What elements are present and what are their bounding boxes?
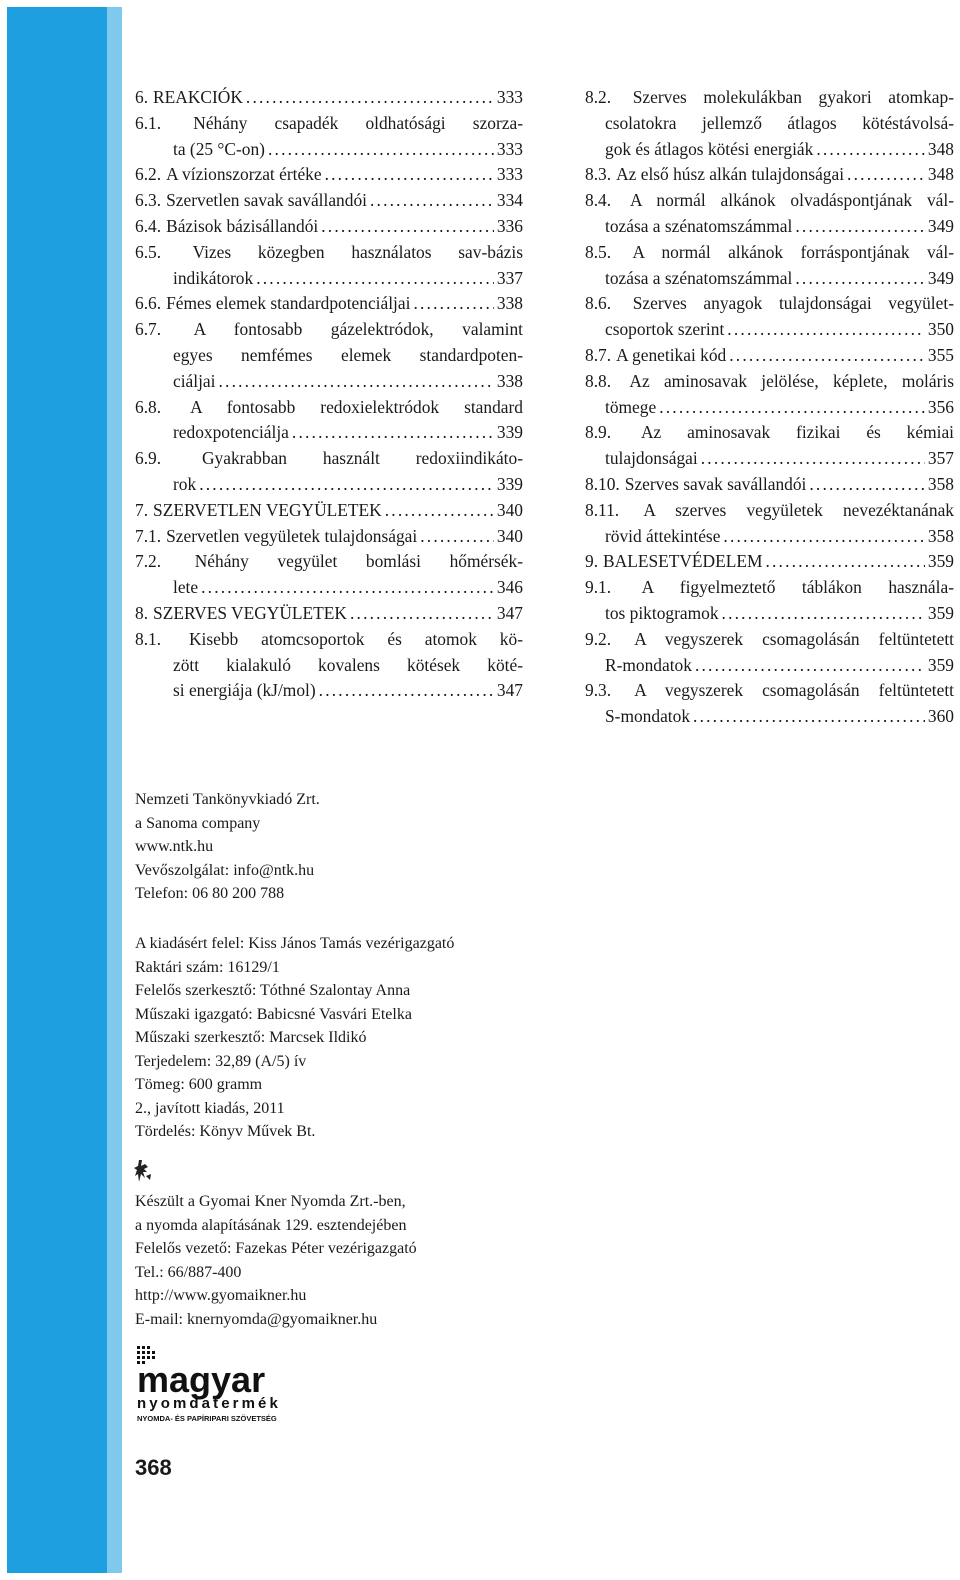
toc-entry[interactable]: [585, 498, 954, 550]
toc-page: 357: [927, 448, 954, 469]
toc-entry-line: [135, 472, 523, 498]
toc-title-line: indikátorok: [173, 267, 254, 288]
toc-entry-line: [585, 395, 954, 421]
toc-entry[interactable]: [135, 240, 523, 292]
toc-page: 356: [927, 396, 954, 417]
toc-entry-line: [585, 446, 954, 472]
toc-page: 333: [496, 87, 523, 107]
toc-entry[interactable]: [585, 369, 954, 421]
toc-title-line: Néhány vegyület bomlási hőmérsék-: [194, 551, 523, 572]
toc-page: 359: [927, 551, 954, 572]
toc-entry[interactable]: [585, 678, 954, 730]
toc-page: 337: [496, 267, 523, 288]
toc-page: 358: [927, 473, 954, 494]
toc-title: Szervetlen savak savállandói: [166, 190, 367, 211]
toc-page: 350: [927, 319, 954, 340]
svg-text:NYOMDA- ÉS PAPÍRIPARI SZÖVETSÉ: NYOMDA- ÉS PAPÍRIPARI SZÖVETSÉG: [137, 1414, 277, 1423]
toc-number: 6.3.: [135, 190, 162, 211]
toc-title-line: Az aminosavak jelölése, képlete, moláris: [629, 370, 954, 391]
toc-page: 339: [496, 473, 523, 494]
toc-page: 349: [927, 267, 954, 288]
toc-entry[interactable]: [135, 395, 523, 447]
toc-leader-dots: [319, 678, 494, 704]
toc-number: 8.3.: [585, 164, 612, 185]
toc-title: Bázisok bázisállandói: [166, 215, 319, 236]
toc-title-line: Néhány csapadék oldhatósági szorza-: [193, 112, 523, 133]
toc-title-line: A normál alkánok forráspontjának vál-: [632, 241, 954, 262]
toc-title-line: Szerves anyagok tulajdonságai vegyület-: [632, 293, 954, 314]
toc-entry[interactable]: [135, 214, 523, 240]
svg-text:magyar: magyar: [137, 1359, 266, 1400]
credits-line: Tördelés: Könyv Művek Bt.: [135, 1123, 316, 1140]
toc-number: 8.1.: [135, 628, 162, 649]
toc-title-line: S-mondatok: [605, 706, 691, 727]
toc-number: 7.: [135, 499, 149, 520]
publisher-line: Telefon: 06 80 200 788: [135, 885, 285, 902]
toc-number: 6.9.: [135, 448, 162, 469]
toc-entry-line: [135, 653, 523, 679]
toc-page: 334: [496, 190, 523, 211]
toc-entry-line: [585, 317, 954, 343]
toc-page: 340: [496, 499, 523, 520]
toc-entry[interactable]: [135, 549, 523, 601]
toc-leader-dots: [729, 343, 925, 369]
printer-line: Felelős vezető: Fazekas Péter vezérigazgató: [135, 1240, 417, 1257]
toc-page: 338: [496, 293, 523, 314]
toc-leader-dots: [256, 266, 494, 292]
toc-title-line: redoxpotenciálja: [173, 422, 289, 443]
toc-leader-dots: [765, 549, 924, 575]
toc-leader-dots: [727, 317, 925, 343]
toc-entry[interactable]: [585, 188, 954, 240]
toc-number: 6.: [135, 87, 149, 107]
toc-entry-line: [585, 137, 954, 163]
credits-line: 2., javított kiadás, 2011: [135, 1099, 285, 1117]
svg-text:nyomdatermék: nyomdatermék: [137, 1395, 281, 1412]
credits-info: [135, 932, 454, 1144]
toc-entry[interactable]: [585, 627, 954, 679]
toc-entry-line: [135, 111, 523, 137]
toc-entry-line: [585, 85, 954, 111]
toc-title-line: Vizes közegben használatos sav-bázis: [192, 241, 523, 262]
toc-entry[interactable]: [585, 291, 954, 343]
toc-title-line: A vegyszerek csomagolásán feltüntetett: [634, 680, 954, 701]
toc-title-line: egyes nemfémes elemek standardpoten-: [173, 344, 523, 365]
credits-line: Raktári szám: 16129/1: [135, 958, 280, 976]
toc-number: 8.11.: [585, 499, 620, 520]
toc-title-line: ciáljai: [173, 370, 216, 391]
toc-entry[interactable]: [585, 343, 954, 369]
toc-title: REAKCIÓK: [153, 87, 243, 107]
toc-title-line: rok: [173, 473, 197, 494]
toc-number: 8.4.: [585, 190, 612, 211]
toc-page: 349: [927, 215, 954, 236]
toc-number: 8.10.: [585, 473, 620, 494]
credits-line: Műszaki szerkesztő: Marcsek Ildikó: [135, 1029, 367, 1046]
toc-leader-dots: [292, 420, 494, 446]
toc-title-line: ta (25 °C-on): [173, 138, 265, 159]
toc-number: 6.5.: [135, 241, 162, 262]
side-color-bar: [7, 7, 122, 1573]
toc-number: 8.9.: [585, 422, 612, 443]
magyar-nyomdatermek-logo: [135, 1344, 295, 1424]
toc-leader-dots: [795, 214, 925, 240]
publisher-line: Vevőszolgálat: info@ntk.hu: [135, 861, 315, 879]
credits-line: Tömeg: 600 gramm: [135, 1076, 263, 1093]
toc-entry[interactable]: [585, 240, 954, 292]
toc-entry[interactable]: [135, 291, 523, 317]
toc-leader-dots: [199, 472, 494, 498]
toc-number: 7.2.: [135, 551, 162, 572]
toc-leader-dots: [693, 704, 925, 730]
publisher-line: Nemzeti Tankönyvkiadó Zrt.: [135, 791, 320, 808]
printer-line: http://www.gyomaikner.hu: [135, 1287, 307, 1304]
toc-title-line: A figyelmeztető táblákon használa-: [641, 577, 954, 598]
toc-title: SZERVETLEN VEGYÜLETEK: [153, 499, 382, 520]
toc-page: 359: [927, 602, 954, 623]
toc-number: 9.1.: [585, 577, 612, 598]
toc-entry-line: [585, 369, 954, 395]
toc-entry-line: [585, 111, 954, 137]
toc-entry-line: [585, 291, 954, 317]
toc-number: 9.: [585, 551, 599, 572]
toc-leader-dots: [321, 214, 494, 240]
toc-page: 347: [496, 680, 523, 701]
toc-entry-line: [585, 240, 954, 266]
toc-leader-dots: [420, 524, 494, 550]
toc-entry-line: [585, 498, 954, 524]
toc-page: 359: [927, 654, 954, 675]
toc-leader-dots: [413, 291, 493, 317]
toc-leader-dots: [795, 266, 925, 292]
toc-title-line: A fontosabb redoxielektródok standard: [190, 396, 523, 417]
toc-entry[interactable]: [135, 85, 523, 111]
toc-entry[interactable]: [585, 162, 954, 188]
toc-title-line: R-mondatok: [605, 654, 692, 675]
toc-entry-line: [135, 678, 523, 704]
toc-entry-line: [585, 188, 954, 214]
toc-page: 358: [927, 525, 954, 546]
toc-title: A vízionszorzat értéke: [166, 164, 322, 185]
toc-entry[interactable]: [585, 549, 954, 575]
toc-entry[interactable]: [135, 601, 523, 627]
toc-entry-line: [135, 266, 523, 292]
toc-entry-line: [135, 549, 523, 575]
toc-title-line: csolatokra jellemző átlagos kötéstávolsá-: [605, 112, 954, 133]
toc-title-line: A fontosabb gázelektródok, valamint: [193, 319, 524, 340]
toc-leader-dots: [246, 85, 494, 111]
toc-column-left: [135, 85, 523, 704]
toc-title-line: tozása a szénatomszámmal: [605, 215, 793, 236]
toc-number: 9.3.: [585, 680, 612, 701]
toc-title-line: tömege: [605, 396, 657, 417]
toc-entry[interactable]: [585, 420, 954, 472]
toc-number: 8.6.: [585, 293, 612, 314]
toc-column-right: [585, 85, 954, 730]
printer-line: a nyomda alapításának 129. esztendejében: [135, 1216, 407, 1234]
toc-page: 340: [496, 525, 523, 546]
toc-page: 347: [496, 602, 523, 623]
toc-leader-dots: [701, 446, 925, 472]
toc-title: A genetikai kód: [616, 344, 727, 365]
printer-info: [135, 1190, 417, 1331]
toc-entry-line: [585, 627, 954, 653]
toc-entry-line: [585, 575, 954, 601]
publisher-info: [135, 788, 320, 906]
toc-entry[interactable]: [135, 446, 523, 498]
side-color-bar-light: [107, 7, 122, 1573]
toc-leader-dots: [847, 162, 925, 188]
toc-title-line: Gyakrabban használt redoxiindikáto-: [202, 448, 523, 469]
toc-title-line: A vegyszerek csomagolásán feltüntetett: [634, 628, 954, 649]
credits-line: Felelős szerkesztő: Tóthné Szalontay Anna: [135, 982, 411, 999]
page-number: 368: [135, 1455, 172, 1480]
toc-title: Az első húsz alkán tulajdonságai: [616, 164, 845, 185]
toc-title-line: Kisebb atomcsoportok és atomok kö-: [188, 628, 523, 649]
toc-leader-dots: [809, 472, 925, 498]
toc-leader-dots: [201, 575, 494, 601]
toc-entry[interactable]: [135, 162, 523, 188]
toc-leader-dots: [695, 653, 925, 679]
toc-entry-line: [585, 420, 954, 446]
toc-leader-dots: [385, 498, 494, 524]
toc-number: 8.2.: [585, 87, 612, 107]
toc-entry-line: [135, 343, 523, 369]
toc-entry-line: [585, 214, 954, 240]
toc-leader-dots: [218, 369, 493, 395]
toc-number: 6.8.: [135, 396, 162, 417]
toc-number: 8.7.: [585, 344, 612, 365]
toc-page: 348: [927, 164, 954, 185]
toc-entry[interactable]: [135, 627, 523, 704]
toc-leader-dots: [370, 188, 494, 214]
toc-title-line: A normál alkánok olvadáspontjának vál-: [629, 190, 954, 211]
credits-line: Terjedelem: 32,89 (A/5) ív: [135, 1052, 307, 1070]
toc-number: 9.2.: [585, 628, 612, 649]
toc-leader-dots: [659, 395, 925, 421]
toc-title-line: si energiája (kJ/mol): [173, 680, 316, 701]
toc-entry[interactable]: [135, 317, 523, 394]
kner-printer-mark-icon: [133, 1158, 155, 1184]
toc-title-line: tos piktogramok: [605, 602, 719, 623]
toc-page: 348: [927, 138, 954, 159]
toc-entry-line: [135, 137, 523, 163]
toc-entry[interactable]: [585, 575, 954, 627]
toc-leader-dots: [325, 162, 494, 188]
toc-title: BALESETVÉDELEM: [603, 551, 763, 572]
printer-line: Készült a Gyomai Kner Nyomda Zrt.-ben,: [135, 1193, 406, 1210]
toc-title-line: tozása a szénatomszámmal: [605, 267, 793, 288]
toc-title: Szervetlen vegyületek tulajdonságai: [166, 525, 418, 546]
toc-title-line: tulajdonságai: [605, 448, 698, 469]
toc-entry[interactable]: [585, 472, 954, 498]
toc-title: SZERVES VEGYÜLETEK: [153, 602, 347, 623]
toc-number: 6.1.: [135, 112, 162, 133]
toc-leader-dots: [268, 137, 494, 163]
toc-title: Szerves savak savállandói: [624, 473, 807, 494]
toc-entry-line: [135, 395, 523, 421]
toc-page: 360: [927, 706, 954, 727]
toc-page: 336: [496, 215, 523, 236]
toc-title-line: lete: [173, 577, 199, 598]
toc-page: 355: [927, 344, 954, 365]
toc-number: 6.4.: [135, 215, 162, 236]
toc-entry-line: [585, 601, 954, 627]
toc-number: 6.6.: [135, 293, 162, 314]
toc-entry-line: [585, 524, 954, 550]
printer-line: E-mail: knernyomda@gyomaikner.hu: [135, 1310, 378, 1328]
toc-page: 338: [496, 370, 523, 391]
toc-number: 6.2.: [135, 164, 162, 185]
toc-title-line: zött kialakuló kovalens kötések köté-: [173, 654, 523, 675]
printer-line: Tel.: 66/887-400: [135, 1263, 242, 1281]
toc-number: 8.5.: [585, 241, 612, 262]
toc-title-line: gok és átlagos kötési energiák: [605, 138, 814, 159]
toc-entry-line: [135, 369, 523, 395]
toc-number: 7.1.: [135, 525, 162, 546]
toc-title: Fémes elemek standardpotenciáljai: [166, 293, 411, 314]
credits-line: A kiadásért felel: Kiss János Tamás vezérigazgató: [135, 935, 455, 952]
toc-entry-line: [135, 240, 523, 266]
toc-leader-dots: [723, 524, 924, 550]
toc-title-line: rövid áttekintése: [605, 525, 721, 546]
toc-number: 8.8.: [585, 370, 612, 391]
toc-entry[interactable]: [135, 111, 523, 163]
toc-page: 333: [496, 138, 523, 159]
toc-leader-dots: [816, 137, 925, 163]
toc-title-line: Szerves molekulákban gyakori atomkap-: [632, 87, 954, 107]
toc-entry[interactable]: [135, 524, 523, 550]
toc-entry-line: [585, 653, 954, 679]
toc-entry-line: [135, 317, 523, 343]
toc-number: 8.: [135, 602, 149, 623]
toc-page: 339: [496, 422, 523, 443]
toc-title-line: Az aminosavak fizikai és kémiai: [641, 422, 954, 443]
toc-entry[interactable]: [585, 85, 954, 162]
toc-entry-line: [135, 627, 523, 653]
toc-entry-line: [585, 678, 954, 704]
toc-entry-line: [135, 446, 523, 472]
toc-entry[interactable]: [135, 188, 523, 214]
toc-entry-line: [585, 266, 954, 292]
toc-leader-dots: [350, 601, 494, 627]
toc-title-line: csoportok szerint: [605, 319, 725, 340]
toc-page: 346: [496, 577, 523, 598]
toc-entry[interactable]: [135, 498, 523, 524]
toc-entry-line: [585, 704, 954, 730]
toc-number: 6.7.: [135, 319, 162, 340]
toc-entry-line: [135, 420, 523, 446]
toc-page: 333: [496, 164, 523, 185]
toc-leader-dots: [722, 601, 925, 627]
publisher-line: www.ntk.hu: [135, 838, 214, 855]
publisher-line: a Sanoma company: [135, 814, 261, 832]
toc-entry-line: [135, 575, 523, 601]
credits-line: Műszaki igazgató: Babicsné Vasvári Etelka: [135, 1005, 412, 1023]
toc-title-line: A szerves vegyületek nevezéktanának: [643, 499, 954, 520]
